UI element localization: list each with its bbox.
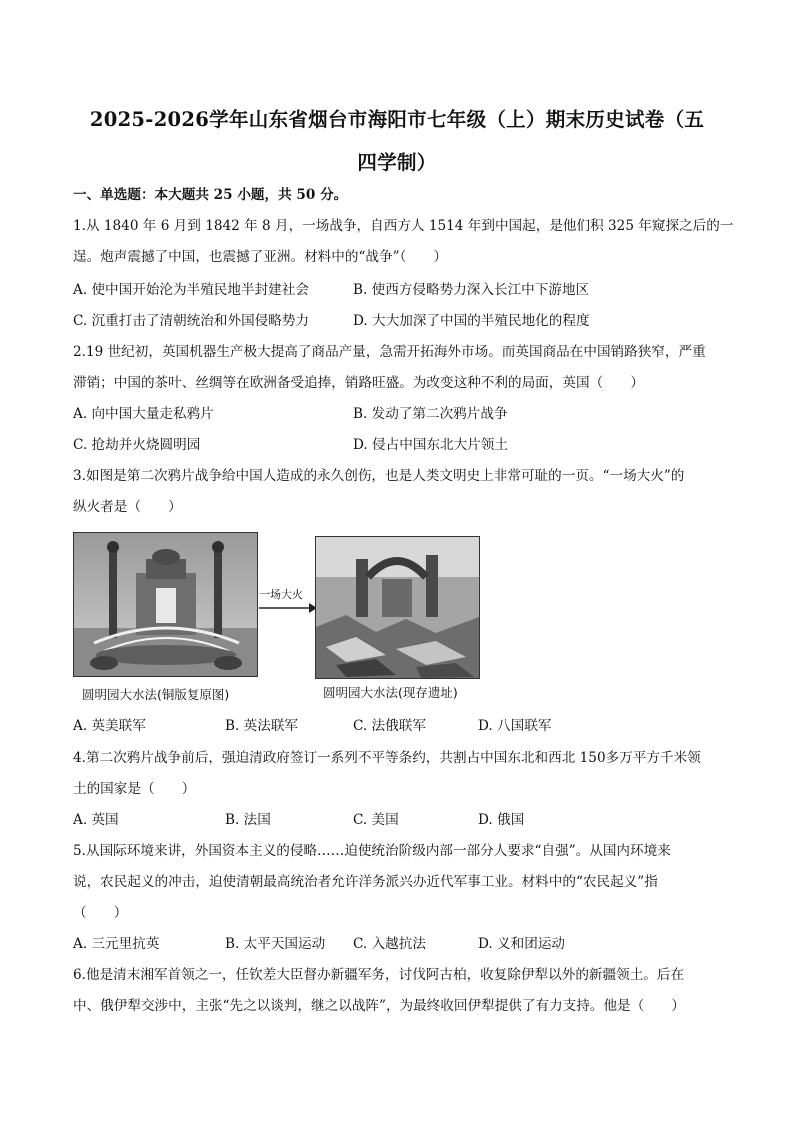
- q2-stem-line-2: 滞销；中国的茶叶、丝绸等在欧洲备受追捧，销路旺盛。为改变这种不利的局面，英国（ ）: [73, 375, 644, 391]
- q5-option-b: B. 太平天国运动: [225, 936, 326, 952]
- q1-option-d: D. 大大加深了中国的半殖民地化的程度: [353, 313, 590, 329]
- q4-stem-line-2: 土的国家是（ ）: [73, 781, 196, 797]
- arrow-right-icon: [257, 602, 317, 614]
- exam-title-line-2: 四学制）: [357, 151, 437, 174]
- q2-option-d: D. 侵占中国东北大片领土: [353, 437, 508, 453]
- q1-option-a: A. 使中国开始沦为半殖民地半封建社会: [73, 282, 309, 298]
- q3-stem-line-1: 3.如图是第二次鸦片战争给中国人造成的永久创伤，也是人类文明史上非常可耻的一页。“一场大火”的: [73, 468, 685, 484]
- q5-option-a: A. 三元里抗英: [73, 936, 160, 952]
- q5-option-d: D. 义和团运动: [478, 936, 566, 952]
- q1-option-b: B. 使西方侵略势力深入长江中下游地区: [353, 282, 590, 298]
- caption-ruins: 圆明园大水法(现存遗址): [323, 685, 458, 700]
- q3-stem-line-2: 纵火者是（ ）: [73, 499, 182, 515]
- q5-option-c: C. 入越抗法: [353, 936, 426, 952]
- q3-option-b: B. 英法联军: [225, 718, 299, 734]
- q6-stem-line-2: 中、俄伊犁交涉中，主张“先之以谈判，继之以战阵”，为最终收回伊犁提供了有力支持。他是（ ）: [73, 998, 686, 1014]
- q1-stem-line-2: 逞。炮声震撼了中国，也震撼了亚洲。材料中的“战争”（ ）: [73, 249, 448, 265]
- q5-stem-line-2: 说，农民起义的冲击，迫使清朝最高统治者允许洋务派兴办近代军事工业。材料中的“农民起义”指: [73, 874, 658, 890]
- section-heading: 一、单选题：本大题共 25 小题，共 50 分。: [73, 187, 348, 203]
- q6-stem-line-1: 6.他是清末湘军首领之一，任钦差大臣督办新疆军务，讨伐阿古柏，收复除伊犁以外的新疆领土。后在: [73, 967, 685, 983]
- q3-figure: [73, 532, 483, 710]
- q5-stem-line-3: （ ）: [73, 905, 128, 921]
- q4-option-a: A. 英国: [73, 812, 119, 828]
- dashuifa-ruins-photo: [315, 536, 480, 679]
- q4-option-d: D. 俄国: [478, 812, 525, 828]
- q1-stem-line-1: 1.从 1840 年 6 月到 1842 年 8 月，一场战争，自西方人 1514 年到中国起，是他们积 325 年窥探之后的一: [73, 218, 734, 234]
- fire-arrow-label: 一场大火: [259, 588, 303, 601]
- q3-option-c: C. 法俄联军: [353, 718, 426, 734]
- q5-stem-line-1: 5.从国际环境来讲，外国资本主义的侵略……迫使统治阶级内部一部分人要求“自强”。从国内环境来: [73, 843, 671, 859]
- q3-option-a: A. 英美联军: [73, 718, 146, 734]
- q2-option-c: C. 抢劫并火烧圆明园: [73, 437, 201, 453]
- q2-option-a: A. 向中国大量走私鸦片: [73, 406, 214, 422]
- exam-title-line-1: 2025-2026学年山东省烟台市海阳市七年级（上）期末历史试卷（五: [89, 108, 705, 131]
- q4-option-b: B. 法国: [225, 812, 271, 828]
- caption-engraving: 圆明园大水法(铜版复原图): [82, 687, 230, 702]
- q1-option-c: C. 沉重打击了清朝统治和外国侵略势力: [73, 313, 310, 329]
- dashuifa-engraving-image: [73, 532, 258, 677]
- q3-option-d: D. 八国联军: [478, 718, 552, 734]
- q4-option-c: C. 美国: [353, 812, 399, 828]
- q4-stem-line-1: 4.第二次鸦片战争前后，强迫清政府签订一系列不平等条约，共割占中国东北和西北 150多万平方千米领: [73, 750, 701, 766]
- q2-stem-line-1: 2.19 世纪初，英国机器生产极大提高了商品产量，急需开拓海外市场。而英国商品在中国销路狭窄，严重: [73, 344, 706, 360]
- q2-option-b: B. 发动了第二次鸦片战争: [353, 406, 508, 422]
